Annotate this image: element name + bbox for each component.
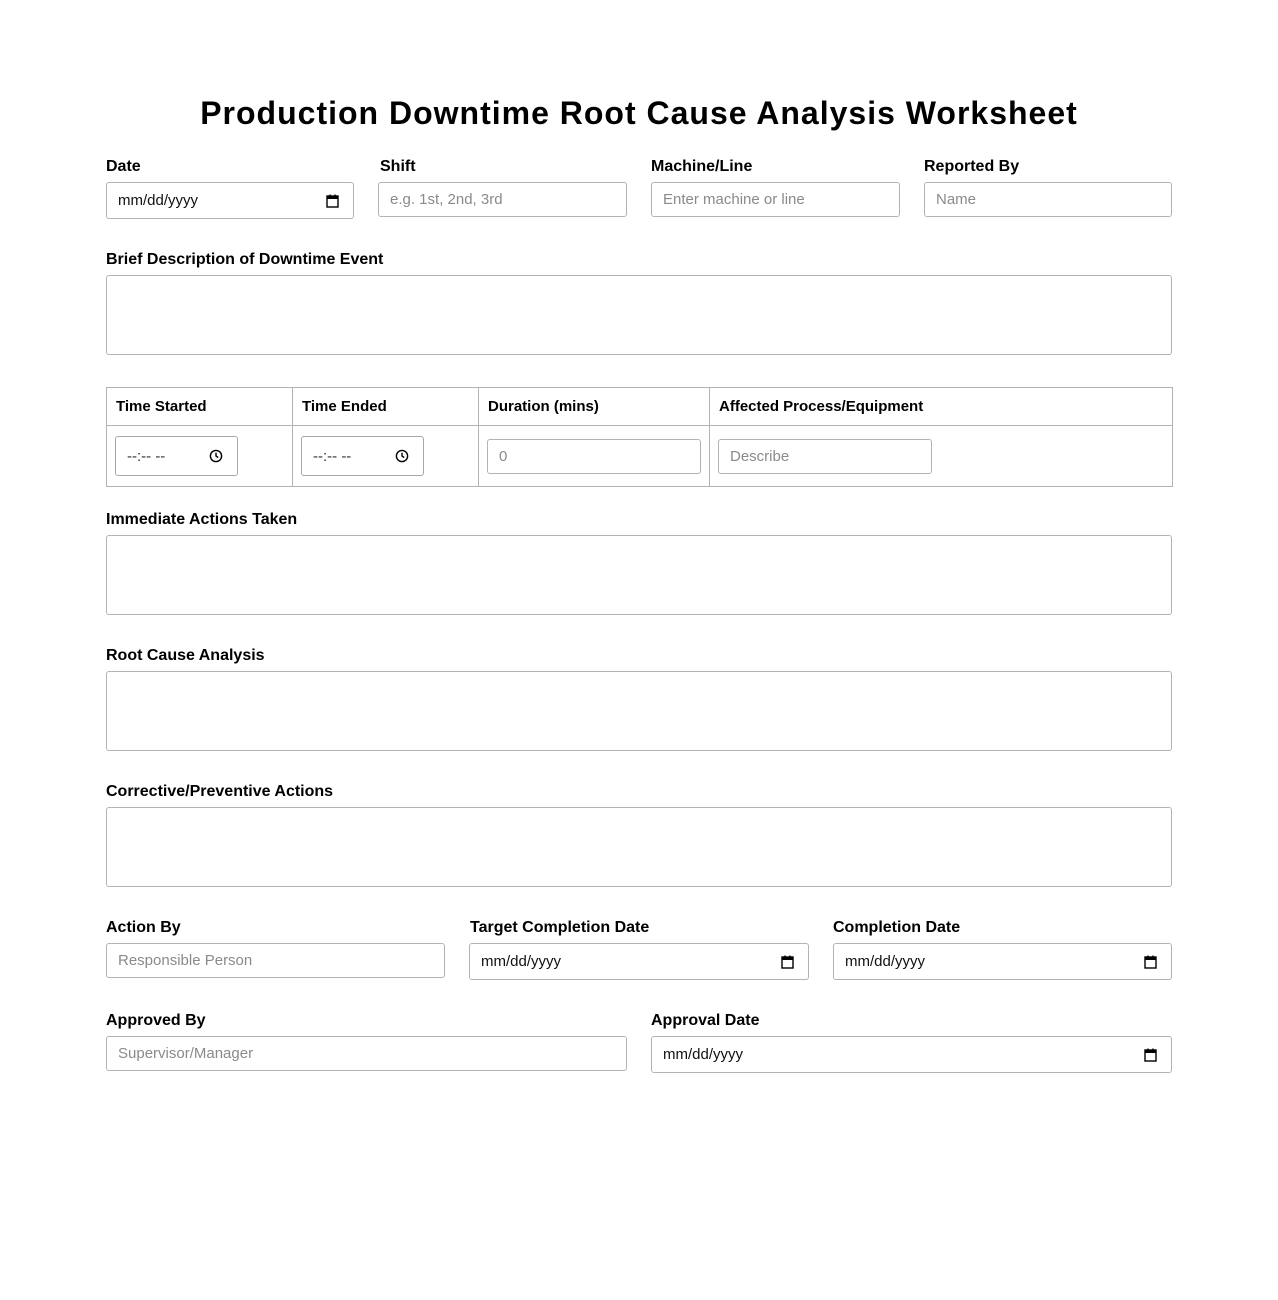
downtime-times-table: [106, 387, 1173, 487]
corrective-actions-textarea[interactable]: [106, 807, 1172, 887]
immediate-actions-textarea[interactable]: [106, 535, 1172, 615]
machine-placeholder: Enter machine or line: [663, 191, 805, 208]
approval-date-input[interactable]: [651, 1036, 1172, 1073]
page-title: Production Downtime Root Cause Analysis Worksheet: [200, 95, 1078, 131]
reported-by-label: Reported By: [924, 158, 1020, 175]
affected-cell: [710, 426, 1173, 487]
target-date-label: Target Completion Date: [470, 919, 650, 936]
completion-date-label: Completion Date: [833, 919, 961, 936]
action-by-placeholder: Responsible Person: [118, 952, 253, 969]
duration-cell: [479, 426, 710, 487]
time-ended-header: Time Ended: [293, 388, 479, 426]
root-cause-textarea[interactable]: [106, 671, 1172, 751]
approved-by-placeholder: Supervisor/Manager: [118, 1045, 254, 1062]
time-ended-input[interactable]: [301, 436, 424, 476]
machine-input[interactable]: [651, 182, 900, 217]
duration-placeholder: 0: [499, 448, 508, 465]
root-cause-label: Root Cause Analysis: [106, 647, 265, 664]
time-started-value: --:-- --: [127, 447, 166, 465]
shift-input[interactable]: [378, 182, 627, 217]
shift-placeholder: e.g. 1st, 2nd, 3rd: [390, 191, 503, 208]
affected-header: Affected Process/Equipment: [710, 388, 1173, 426]
target-date-value: mm/dd/yyyy: [481, 953, 562, 970]
approved-by-input[interactable]: [106, 1036, 627, 1071]
time-ended-cell: [293, 426, 479, 487]
approved-by-label: Approved By: [106, 1012, 206, 1029]
description-label: Brief Description of Downtime Event: [106, 251, 384, 268]
time-started-input[interactable]: [115, 436, 238, 476]
time-started-header: Time Started: [107, 388, 293, 426]
target-date-input[interactable]: [469, 943, 809, 980]
action-by-input[interactable]: [106, 943, 445, 978]
affected-placeholder: Describe: [730, 448, 790, 465]
calendar-icon[interactable]: [326, 194, 339, 208]
machine-label: Machine/Line: [651, 158, 753, 175]
description-textarea[interactable]: [106, 275, 1172, 355]
reported-by-placeholder: Name: [936, 191, 977, 208]
clock-icon[interactable]: [209, 449, 223, 463]
corrective-actions-label: Corrective/Preventive Actions: [106, 783, 334, 800]
reported-by-input[interactable]: [924, 182, 1172, 217]
duration-input[interactable]: [487, 439, 701, 474]
time-started-cell: [107, 426, 293, 487]
calendar-icon[interactable]: [1144, 1048, 1157, 1062]
date-label: Date: [106, 158, 141, 175]
completion-date-value: mm/dd/yyyy: [845, 953, 926, 970]
duration-header: Duration (mins): [479, 388, 710, 426]
immediate-actions-label: Immediate Actions Taken: [106, 511, 298, 528]
action-by-label: Action By: [106, 919, 181, 936]
date-input-value: mm/dd/yyyy: [118, 192, 199, 209]
shift-label: Shift: [380, 158, 416, 175]
clock-icon[interactable]: [395, 449, 409, 463]
calendar-icon[interactable]: [781, 955, 794, 969]
affected-input[interactable]: [718, 439, 932, 474]
completion-date-input[interactable]: [833, 943, 1172, 980]
approval-date-label: Approval Date: [651, 1012, 760, 1029]
approval-date-value: mm/dd/yyyy: [663, 1046, 744, 1063]
date-input[interactable]: [106, 182, 354, 219]
time-ended-value: --:-- --: [313, 447, 352, 465]
calendar-icon[interactable]: [1144, 955, 1157, 969]
